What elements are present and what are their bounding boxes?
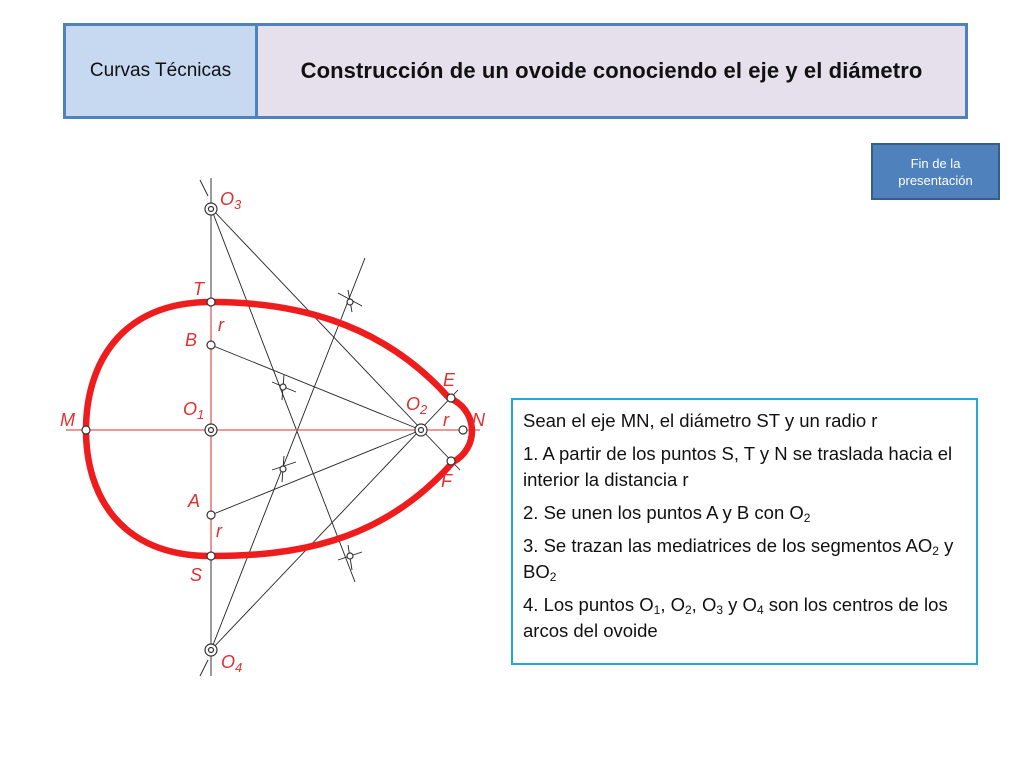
ovoid-curve	[86, 302, 472, 556]
label-o4: $O_4$	[221, 652, 243, 675]
section-title: Curvas Técnicas	[89, 60, 232, 81]
point-n	[459, 426, 467, 434]
label-o3: $O_3$	[220, 189, 242, 212]
label-e: E	[443, 370, 456, 390]
point-bisector-2	[280, 384, 286, 390]
label-r-top: r	[218, 315, 224, 335]
point-t	[207, 298, 215, 306]
step-intro: Sean el eje MN, el diámetro ST y un radio r	[523, 410, 878, 431]
point-m	[82, 426, 90, 434]
point-f	[447, 457, 455, 465]
step-1: 1. A partir de los puntos S, T y N se traslada hacia el interior la distancia r	[523, 443, 953, 490]
label-f: F	[441, 471, 452, 491]
step-2: 2. Se unen los puntos A y B con $O_2$	[523, 502, 811, 525]
arc-mark	[200, 180, 208, 196]
point-a	[207, 511, 215, 519]
label-r-right: r	[443, 410, 449, 430]
label-s: S	[190, 565, 203, 585]
arc-mark	[200, 660, 208, 676]
point-bisector-1	[347, 299, 353, 305]
point-b	[207, 341, 215, 349]
slide-title: Construcción de un ovoide conociendo el eje y el diámetro	[300, 58, 923, 83]
segment-b-o2	[211, 345, 421, 430]
label-o2: $O_2$	[406, 394, 428, 417]
label-r-bottom: r	[216, 521, 222, 541]
bisector-bo2	[211, 258, 365, 650]
segment-a-o2	[211, 430, 421, 515]
label-m: M	[60, 410, 75, 430]
end-presentation-label: Fin de la presentación	[898, 155, 973, 188]
point-e	[447, 394, 455, 402]
point-bisector-4	[347, 553, 353, 559]
label-b: B	[185, 330, 198, 350]
label-t: T	[193, 279, 204, 299]
step-4: 4. Los puntos $O_1$, $O_2$, $O_3$ y $O_4$ son los centros de los arcos del ovoide	[523, 594, 948, 641]
label-o1: $O_1$	[183, 399, 205, 422]
label-a: A	[188, 491, 201, 511]
points	[82, 298, 467, 560]
step-3: 3. Se trazan las mediatrices de los segmentos $AO_2$ y $BO_2$	[523, 535, 954, 584]
point-s	[207, 552, 215, 560]
construction-steps-box	[511, 398, 978, 665]
label-n: N	[472, 410, 485, 430]
point-bisector-3	[280, 466, 286, 472]
